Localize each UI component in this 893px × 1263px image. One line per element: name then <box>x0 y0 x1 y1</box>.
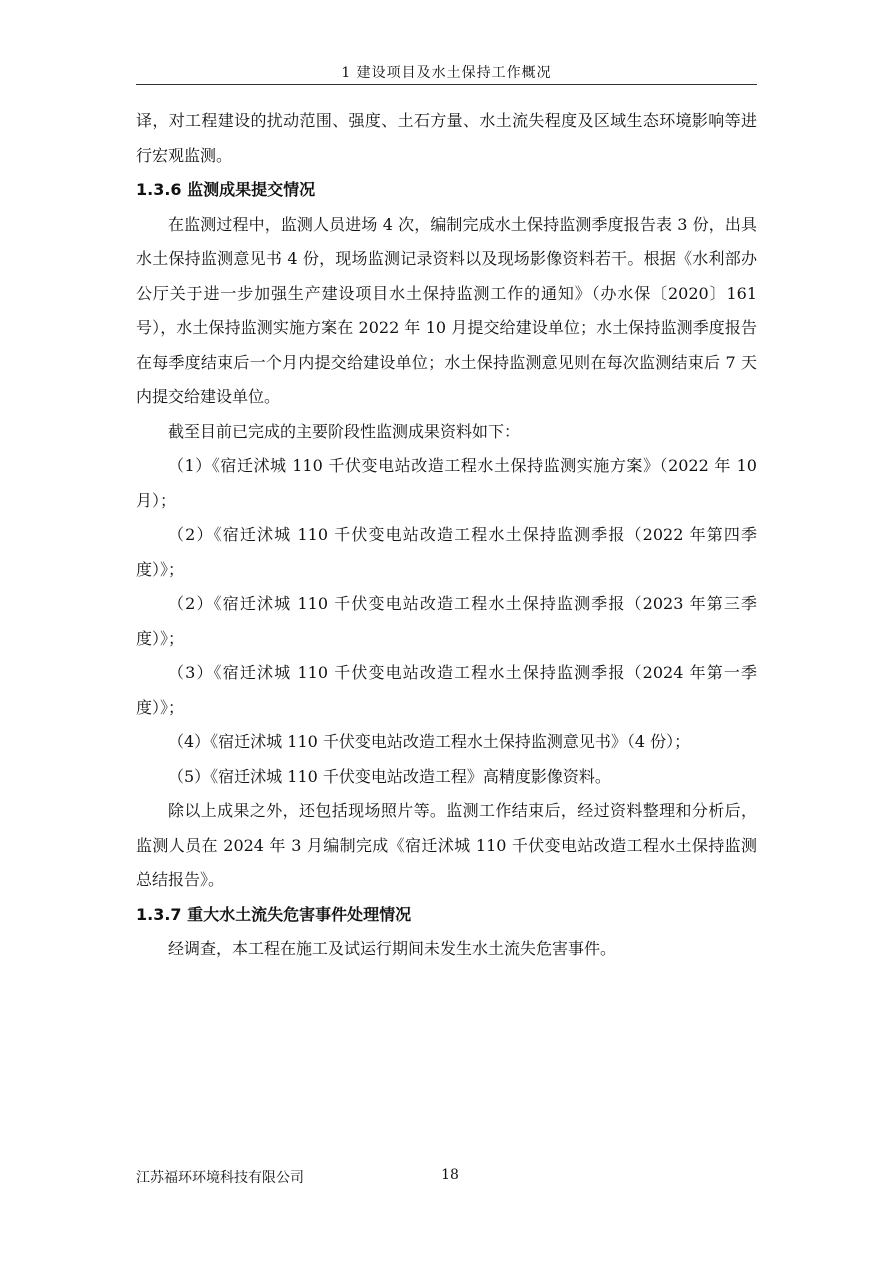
list-item: （3）《宿迁沭城 110 千伏变电站改造工程水土保持监测季报（2024 年第一季度）》； <box>136 663 757 717</box>
list-item: （2）《宿迁沭城 110 千伏变电站改造工程水土保持监测季报（2022 年第四季度）》； <box>136 525 757 579</box>
list-item: （5）《宿迁沭城 110 千伏变电站改造工程》高精度影像资料。 <box>168 766 611 786</box>
page-number: 18 <box>441 1167 459 1183</box>
paragraph-results-intro: 截至目前已完成的主要阶段性监测成果资料如下： <box>168 421 521 441</box>
continuation-paragraph: 译，对工程建设的扰动范围、强度、土石方量、水土流失程度及区域生态环境影响等进行宏观监测。 <box>136 111 757 165</box>
list-item: （1）《宿迁沭城 110 千伏变电站改造工程水土保持监测实施方案》（2022 年 10 月）； <box>136 456 757 510</box>
section-heading-1-3-6: 1.3.6 监测成果提交情况 <box>136 180 316 199</box>
footer-company-name: 江苏福环环境科技有限公司 <box>136 1170 304 1186</box>
list-item: （2）《宿迁沭城 110 千伏变电站改造工程水土保持监测季报（2023 年第三季度）》； <box>136 594 757 648</box>
document-body <box>136 104 757 967</box>
section-heading-1-3-7: 1.3.7 重大水土流失危害事件处理情况 <box>136 904 412 924</box>
paragraph-other-results: 除以上成果之外，还包括现场照片等。监测工作结束后，经过资料整理和分析后，监测人员在 2024 年 3 月编制完成《宿迁沭城 110 千伏变电站改造工程水土保持监测总结报告》。 <box>136 801 757 889</box>
header-divider <box>136 84 757 85</box>
running-header: 1 建设项目及水土保持工作概况 <box>341 65 552 81</box>
list-item: （4）《宿迁沭城 110 千伏变电站改造工程水土保持监测意见书》（4 份）； <box>168 732 691 751</box>
paragraph-submission-overview: 在监测过程中，监测人员进场 4 次，编制完成水土保持监测季度报告表 3 份，出具水土保持监测意见书 4 份，现场监测记录资料以及现场影像资料若干。根据《水利部办公厅关于进一步加强生产建设项目水土保持监测工作的通知》（办水保〔2020〕161 号），水土保持监测实施方案在 2022 年 10 月提交给建设单位；水土保持监测季度报告在每季度结束后一个月内提交给建设单位；水土保持监测意见则在每次监测结束后 7 天内提交给建设单位。 <box>136 214 757 406</box>
paragraph-incident-findings: 经调查，本工程在施工及试运行期间未发生水土流失危害事件。 <box>168 939 617 958</box>
